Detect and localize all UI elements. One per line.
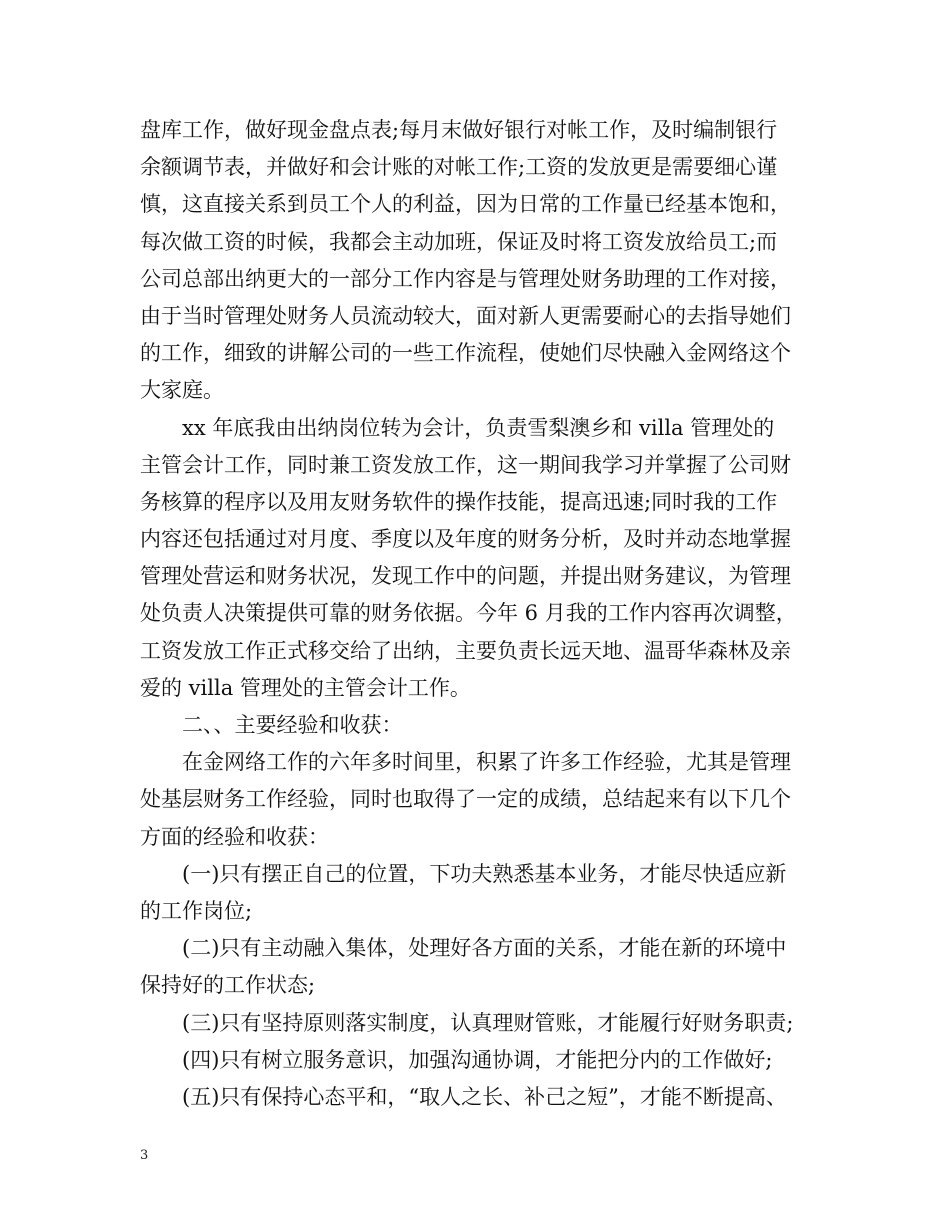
- text-line: 公司总部出纳更大的一部分工作内容是与管理处财务助理的工作对接，: [140, 266, 791, 291]
- section-heading: 二、、主要经验和收获：: [182, 713, 403, 737]
- text-line: 的工作，细致的讲解公司的一些工作流程，使她们尽快融入金网络这个: [140, 341, 791, 366]
- list-item-line: (一)只有摆正自己的位置，下功夫熟悉基本业务，才能尽快适应新: [182, 861, 787, 886]
- list-item-line: (四)只有树立服务意识，加强沟通协调，才能把分内的工作做好;: [182, 1047, 773, 1072]
- text-line: 盘库工作，做好现金盘点表;每月末做好银行对帐工作，及时编制银行: [140, 118, 778, 142]
- body-text: [140, 112, 830, 1116]
- text-line: 主管会计工作，同时兼工资发放工作，这一期间我学习并掌握了公司财: [140, 452, 791, 477]
- text-line: 工资发放工作正式移交给了出纳，主要负责长远天地、温哥华森林及亲: [140, 638, 791, 663]
- text-line: 每次做工资的时候，我都会主动加班，保证及时将工资发放给员工;而: [140, 229, 778, 254]
- text-line: 余额调节表，并做好和会计账的对帐工作;工资的发放更是需要细心谨: [140, 155, 778, 180]
- text-line: 大家庭。: [140, 378, 224, 403]
- text-line: 处基层财务工作经验，同时也取得了一定的成绩，总结起来有以下几个: [140, 787, 791, 812]
- text-line: 保持好的工作状态;: [140, 973, 316, 998]
- text-line: 爱的 villa 管理处的主管会计工作。: [140, 675, 471, 700]
- text-line: 处负责人决策提供可靠的财务依据。今年 6 月我的工作内容再次调整，: [140, 601, 797, 626]
- text-line: 的工作岗位;: [140, 898, 253, 923]
- text-line: 管理处营运和财务状况，发现工作中的问题，并提出财务建议，为管理: [140, 564, 791, 589]
- list-item-line: (三)只有坚持原则落实制度，认真理财管账，才能履行好财务职责;: [182, 1010, 794, 1035]
- page-number: 3: [140, 1148, 149, 1163]
- paragraph-start-line: xx 年底我由出纳岗位转为会计，负责雪梨澳乡和 villa 管理处的: [182, 415, 775, 440]
- list-item-line: (五)只有保持心态平和，“取人之长、补己之短”，才能不断提高、: [182, 1084, 787, 1109]
- text-line: 内容还包括通过对月度、季度以及年度的财务分析，及时并动态地掌握: [140, 527, 791, 552]
- list-item-line: (二)只有主动融入集体，处理好各方面的关系，才能在新的环境中: [182, 936, 787, 961]
- text-line: 务核算的程序以及用友财务软件的操作技能，提高迅速;同时我的工作: [140, 489, 778, 514]
- paragraph-start-line: 在金网络工作的六年多时间里，积累了许多工作经验，尤其是管理: [182, 750, 791, 775]
- text-line: 由于当时管理处财务人员流动较大，面对新人更需要耐心的去指导她们: [140, 303, 791, 328]
- text-line: 慎，这直接关系到员工个人的利益，因为日常的工作量已经基本饱和，: [140, 192, 791, 217]
- text-line: 方面的经验和收获：: [140, 824, 329, 849]
